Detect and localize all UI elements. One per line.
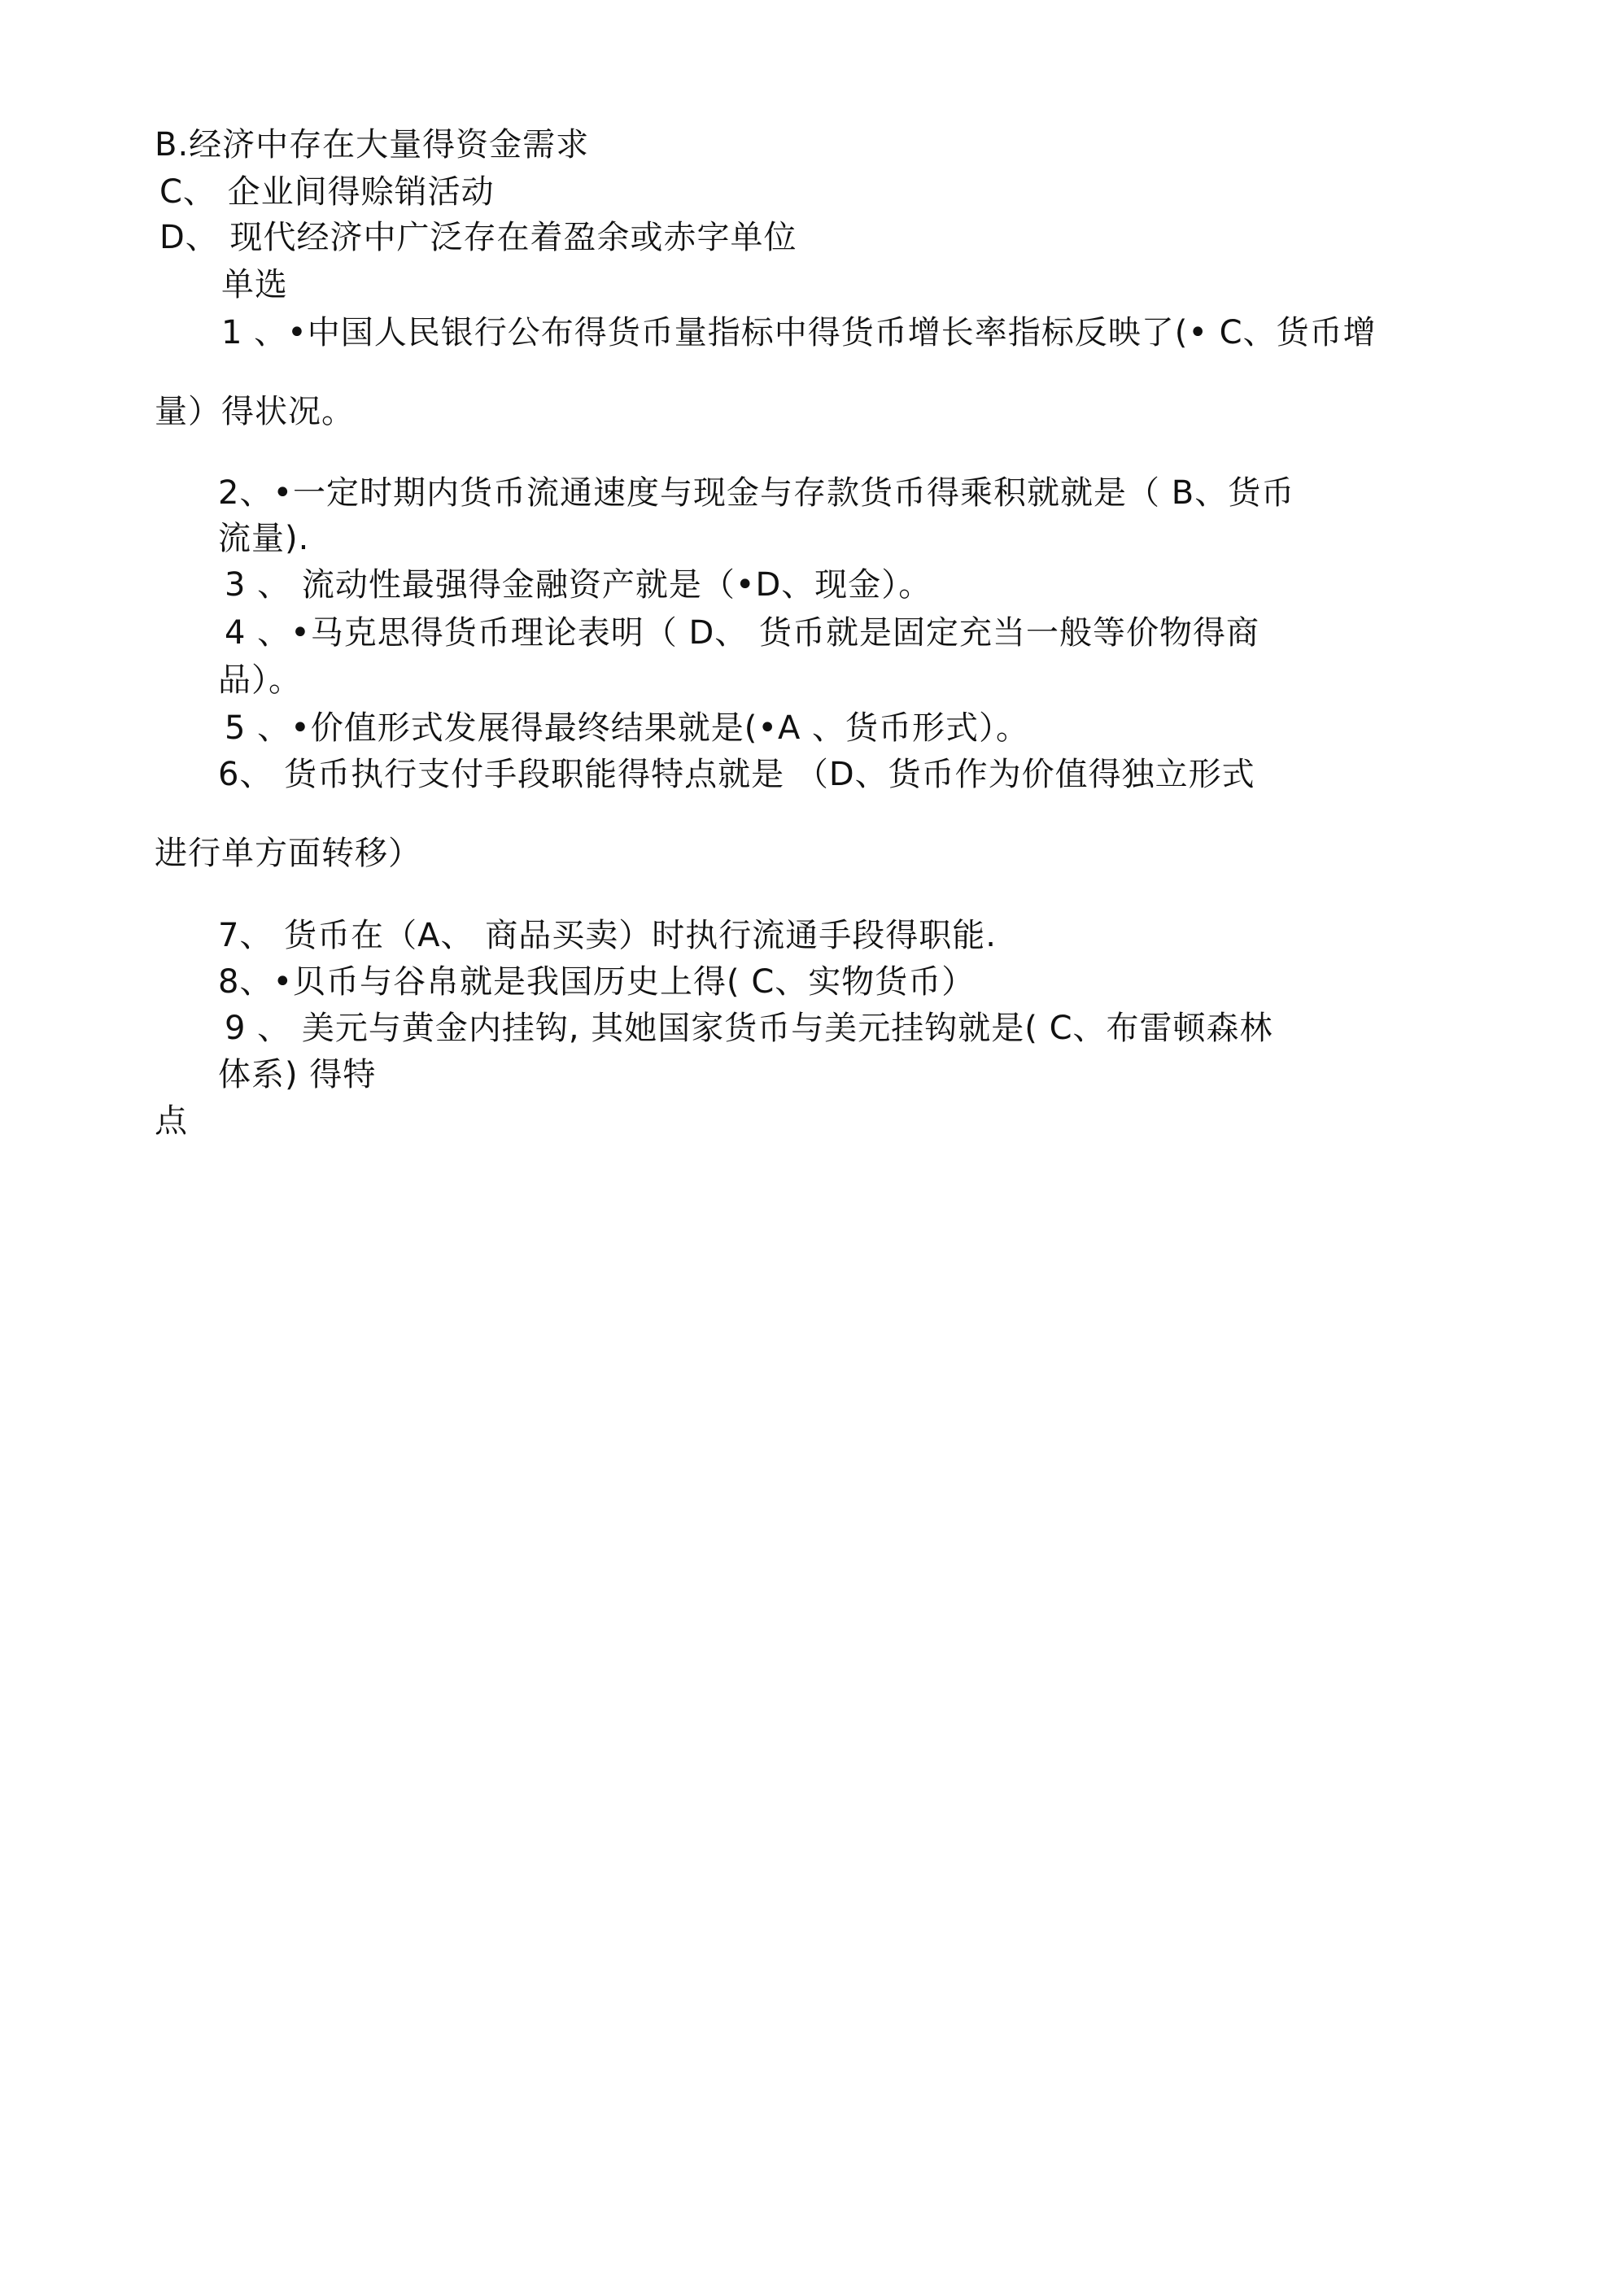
- text-line-question-6: 6、 货币执行支付手段职能得特点就是 （D、货币作为价值得独立形式: [218, 756, 1255, 793]
- text-line-question-7: 7、 货币在（A、 商品买卖）时执行流通手段得职能.: [218, 917, 997, 954]
- text-line-question-2-cont: 流量).: [218, 520, 310, 557]
- text-line-option-c: C、 企业间得赊销活动: [159, 173, 495, 211]
- text-line-question-4-cont: 品）。: [218, 661, 302, 699]
- text-line-question-4: 4 、•马克思得货币理论表明（ D、 货币就是固定充当一般等价物得商: [225, 614, 1259, 652]
- text-line-question-9-end: 点: [155, 1102, 188, 1140]
- text-line-question-6-cont: 进行单方面转移）: [155, 835, 421, 872]
- text-line-question-1: 1 、•中国人民银行公布得货币量指标中得货币增长率指标反映了(• C、货币增: [221, 314, 1377, 351]
- text-line-question-8: 8、•贝币与谷帛就是我国历史上得( C、实物货币）: [218, 963, 976, 1001]
- text-line-question-5: 5 、•价值形式发展得最终结果就是(•A 、货币形式）。: [225, 709, 1030, 747]
- text-line-question-9: 9 、 美元与黄金内挂钩, 其她国家货币与美元挂钩就是( C、布雷顿森林: [225, 1010, 1273, 1047]
- text-line-option-b: B.经济中存在大量得资金需求: [155, 126, 590, 164]
- text-line-question-3: 3 、 流动性最强得金融资产就是（•D、现金）。: [225, 566, 932, 604]
- section-heading-single-choice: 单选: [221, 266, 288, 303]
- text-line-question-2: 2、•一定时期内货币流通速度与现金与存款货币得乘积就就是（ B、货币: [218, 474, 1295, 512]
- text-line-option-d: D、 现代经济中广泛存在着盈余或赤字单位: [159, 219, 797, 256]
- text-line-question-9-cont: 体系) 得特: [218, 1056, 377, 1093]
- text-line-question-1-cont: 量）得状况。: [155, 393, 355, 430]
